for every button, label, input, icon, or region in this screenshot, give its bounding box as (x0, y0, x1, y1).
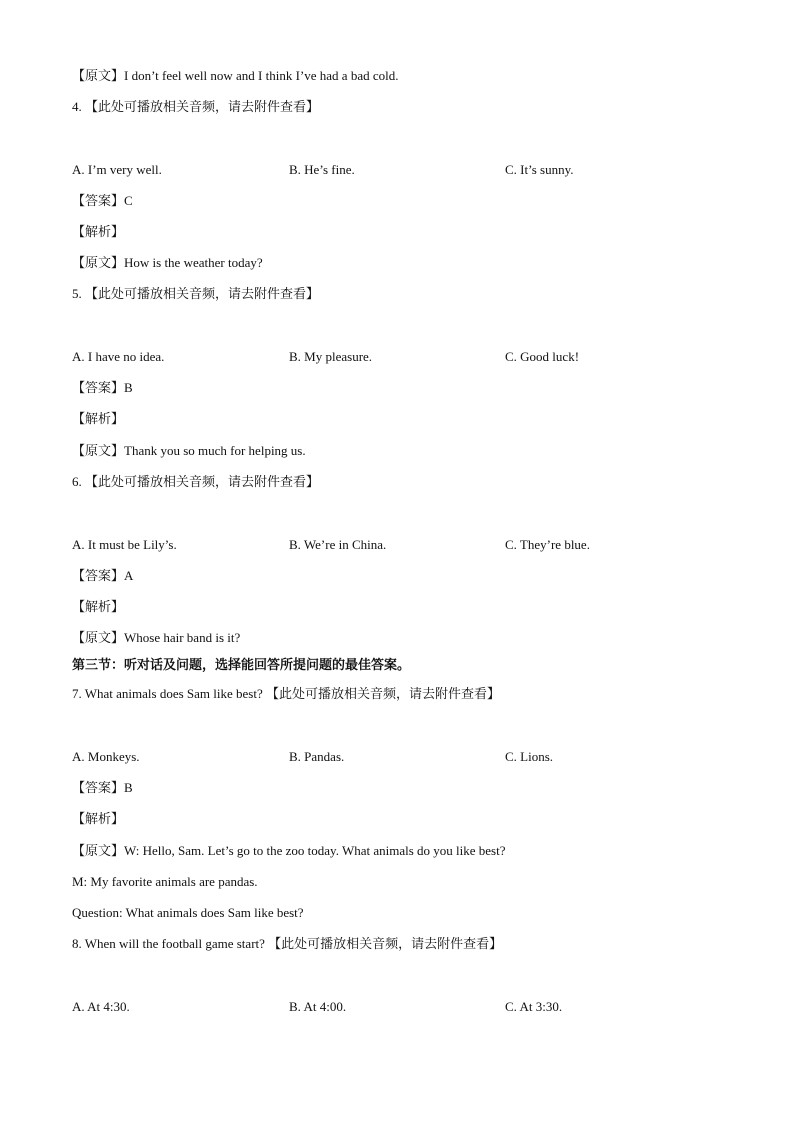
q4-answer: 【答案】C (72, 193, 133, 208)
q7-question-line: Question: What animals does Sam like best? (72, 905, 304, 920)
original-text-3: 【原文】I don’t feel well now and I think I’ve had a bad cold. (72, 68, 399, 83)
q7-option-a: A. Monkeys. (72, 749, 140, 764)
q5-analysis: 【解析】 (72, 411, 125, 426)
question-8: 8. When will the football game start? 【此处可播放相关音频，请去附件查看】 (72, 936, 503, 951)
q6-option-a: A. It must be Lily’s. (72, 537, 177, 552)
q5-option-b: B. My pleasure. (289, 349, 373, 364)
q7-option-c: C. Lions. (505, 749, 554, 764)
q7-option-b: B. Pandas. (289, 749, 345, 764)
question-7: 7. What animals does Sam like best? 【此处可播放相关音频，请去附件查看】 (72, 686, 500, 701)
q8-option-b: B. At 4:00. (289, 999, 347, 1014)
question-6: 6. 【此处可播放相关音频，请去附件查看】 (72, 474, 320, 489)
q6-answer: 【答案】A (72, 568, 134, 583)
q4-original-text: 【原文】How is the weather today? (72, 255, 263, 270)
q7-answer: 【答案】B (72, 780, 133, 795)
section-heading: 第三节：听对话及问题，选择能回答所提问题的最佳答案。 (72, 658, 411, 673)
q5-option-a: A. I have no idea. (72, 349, 165, 364)
question-5: 5. 【此处可播放相关音频，请去附件查看】 (72, 286, 320, 301)
q8-option-c: C. At 3:30. (505, 999, 563, 1014)
q6-option-b: B. We’re in China. (289, 537, 387, 552)
q7-analysis: 【解析】 (72, 811, 125, 826)
q6-original-text: 【原文】Whose hair band is it? (72, 630, 241, 645)
q6-option-c: C. They’re blue. (505, 537, 590, 552)
q4-option-c: C. It’s sunny. (505, 162, 574, 177)
q4-analysis: 【解析】 (72, 224, 125, 239)
question-4: 4. 【此处可播放相关音频，请去附件查看】 (72, 99, 320, 114)
q5-option-c: C. Good luck! (505, 349, 580, 364)
q6-analysis: 【解析】 (72, 599, 125, 614)
q7-dialog-line: M: My favorite animals are pandas. (72, 874, 258, 889)
q7-original-text: 【原文】W: Hello, Sam. Let’s go to the zoo today. What animals do you like best? (72, 843, 506, 858)
q8-option-a: A. At 4:30. (72, 999, 130, 1014)
q5-original-text: 【原文】Thank you so much for helping us. (72, 443, 306, 458)
q4-option-a: A. I’m very well. (72, 162, 162, 177)
q5-answer: 【答案】B (72, 380, 133, 395)
q4-option-b: B. He’s fine. (289, 162, 355, 177)
